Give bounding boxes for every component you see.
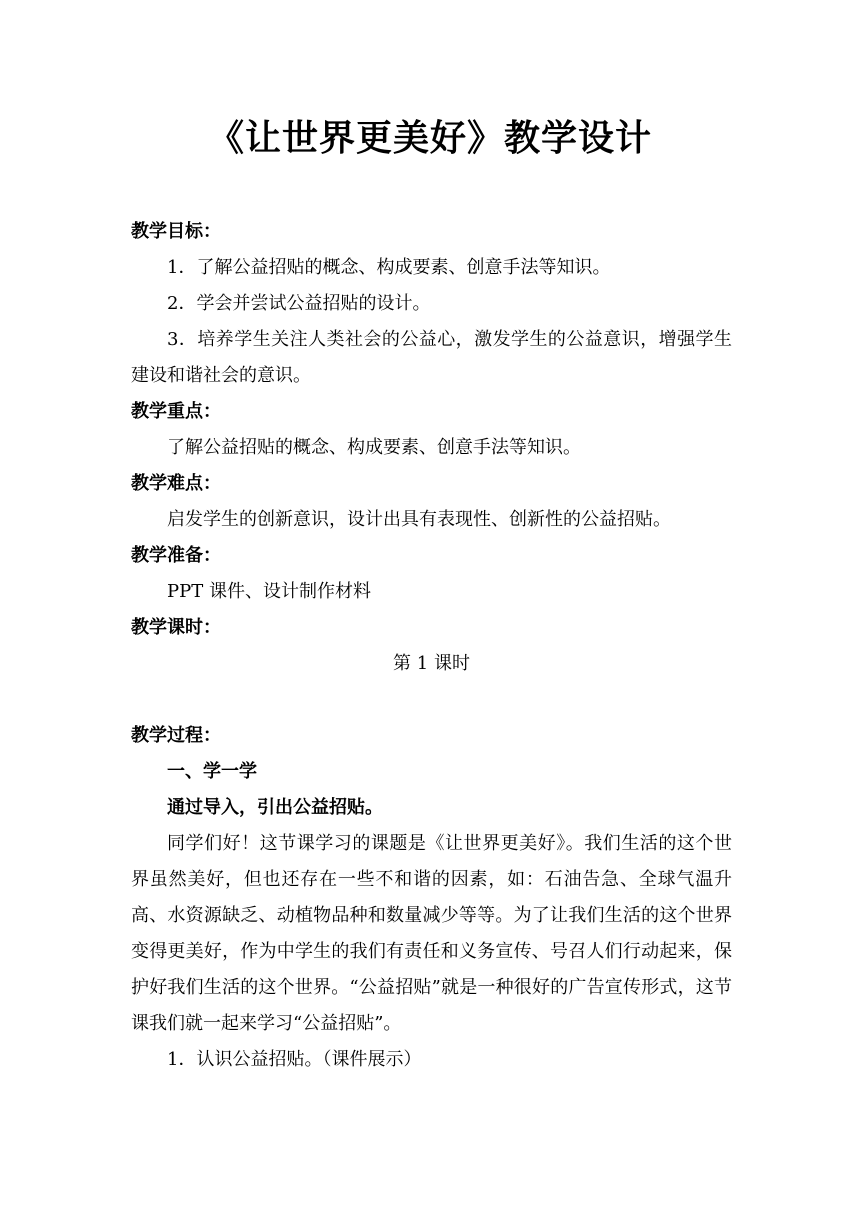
section1-item-1: 1．认识公益招贴。（课件展示） <box>167 1049 422 1070</box>
preparation-heading: 教学准备： <box>131 545 221 566</box>
section1-paragraph: 同学们好！这节课学习的课题是《让世界更美好》。我们生活的这个世界虽然美好，但也还存在一些不和谐的因素，如：石油告急、全球气温升高、水资源缺乏、动植物品种和数量减少等等。为了让我们生活的这个世界变得更美好，作为中学生的我们有责任和义务宣传、号召人们行动起来，保护好我们生活的这个世界。“公益招贴”就是一种很好的广告宣传形式，这节课我们就一起来学习“公益招贴”。 <box>131 833 732 1034</box>
duration-text: 第 1 课时 <box>393 653 470 674</box>
key-points-heading: 教学重点： <box>131 401 221 422</box>
section1-subheading: 通过导入，引出公益招贴。 <box>167 797 383 818</box>
document-title: 《让世界更美好》教学设计 <box>207 117 652 159</box>
difficulties-text: 启发学生的创新意识，设计出具有表现性、创新性的公益招贴。 <box>167 509 671 530</box>
objectives-heading: 教学目标： <box>131 221 221 242</box>
document-body <box>131 214 732 1078</box>
section1-heading: 一、学一学 <box>167 761 257 782</box>
duration-heading: 教学课时： <box>131 617 221 638</box>
objective-item-3: 3．培养学生关注人类社会的公益心，激发学生的公益意识，增强学生建设和谐社会的意识。 <box>131 329 732 386</box>
preparation-text: PPT 课件、设计制作材料 <box>167 581 371 602</box>
section-spacer <box>131 682 732 718</box>
difficulties-heading: 教学难点： <box>131 473 221 494</box>
objective-item-2: 2．学会并尝试公益招贴的设计。 <box>167 293 431 314</box>
process-heading: 教学过程： <box>131 725 221 746</box>
key-points-text: 了解公益招贴的概念、构成要素、创意手法等知识。 <box>167 437 581 458</box>
objective-item-1: 1．了解公益招贴的概念、构成要素、创意手法等知识。 <box>167 257 611 278</box>
